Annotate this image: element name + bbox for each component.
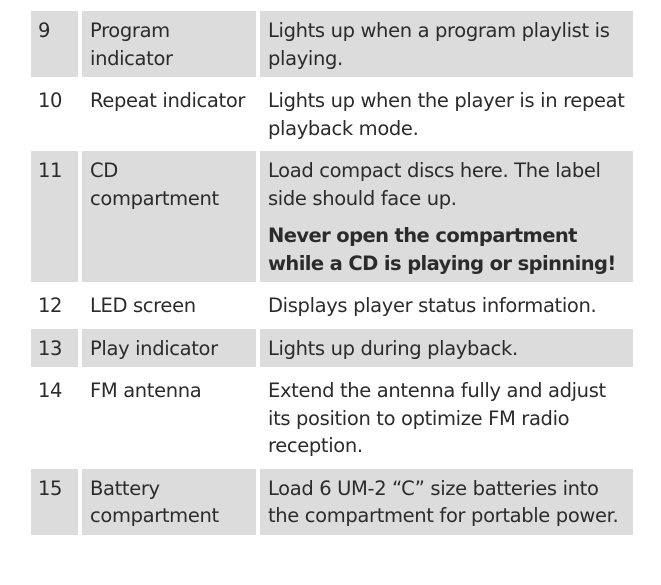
item-number: 10 bbox=[38, 89, 63, 112]
description-text: Displays player status information. bbox=[268, 294, 597, 317]
item-description bbox=[260, 329, 633, 368]
item-number: 9 bbox=[31, 11, 78, 77]
table-row bbox=[31, 371, 633, 465]
item-description bbox=[260, 371, 633, 465]
table-row bbox=[31, 469, 633, 535]
item-number: 13 bbox=[31, 329, 78, 368]
item-number: 11 bbox=[31, 151, 78, 282]
description-text: Lights up during playback. bbox=[268, 336, 518, 360]
item-number: 12 bbox=[38, 294, 63, 317]
item-number: 15 bbox=[31, 469, 78, 535]
description-text: Load 6 UM-2 “C” size batteries into the compartment for portable power. bbox=[268, 476, 619, 527]
table-row bbox=[31, 151, 633, 282]
item-description bbox=[260, 151, 633, 282]
warning-text: Never open the compartment while a CD is playing or spinning! bbox=[268, 224, 616, 275]
description-text: Extend the antenna fully and adjust its position to optimize FM radio reception. bbox=[268, 379, 606, 457]
item-description bbox=[260, 11, 633, 77]
description-text: Lights up when the player is in repeat playback mode. bbox=[268, 89, 625, 140]
item-description bbox=[260, 469, 633, 535]
item-name: CD compartment bbox=[82, 151, 256, 282]
item-name: FM antenna bbox=[90, 379, 202, 402]
table-row bbox=[31, 81, 633, 147]
item-number: 14 bbox=[38, 379, 63, 402]
item-description bbox=[260, 286, 633, 325]
description-text: Load compact discs here. The label side should face up. bbox=[268, 159, 601, 210]
parts-table bbox=[31, 11, 633, 539]
item-name: LED screen bbox=[90, 294, 196, 317]
item-name: Program indicator bbox=[82, 11, 256, 77]
table-row bbox=[31, 329, 633, 368]
item-name: Repeat indicator bbox=[90, 89, 246, 112]
table-row bbox=[31, 11, 633, 77]
item-name: Play indicator bbox=[82, 329, 256, 368]
description-text: Lights up when a program playlist is playing. bbox=[268, 19, 610, 70]
item-name: Battery compartment bbox=[82, 469, 256, 535]
item-description bbox=[260, 81, 633, 147]
table-row bbox=[31, 286, 633, 325]
